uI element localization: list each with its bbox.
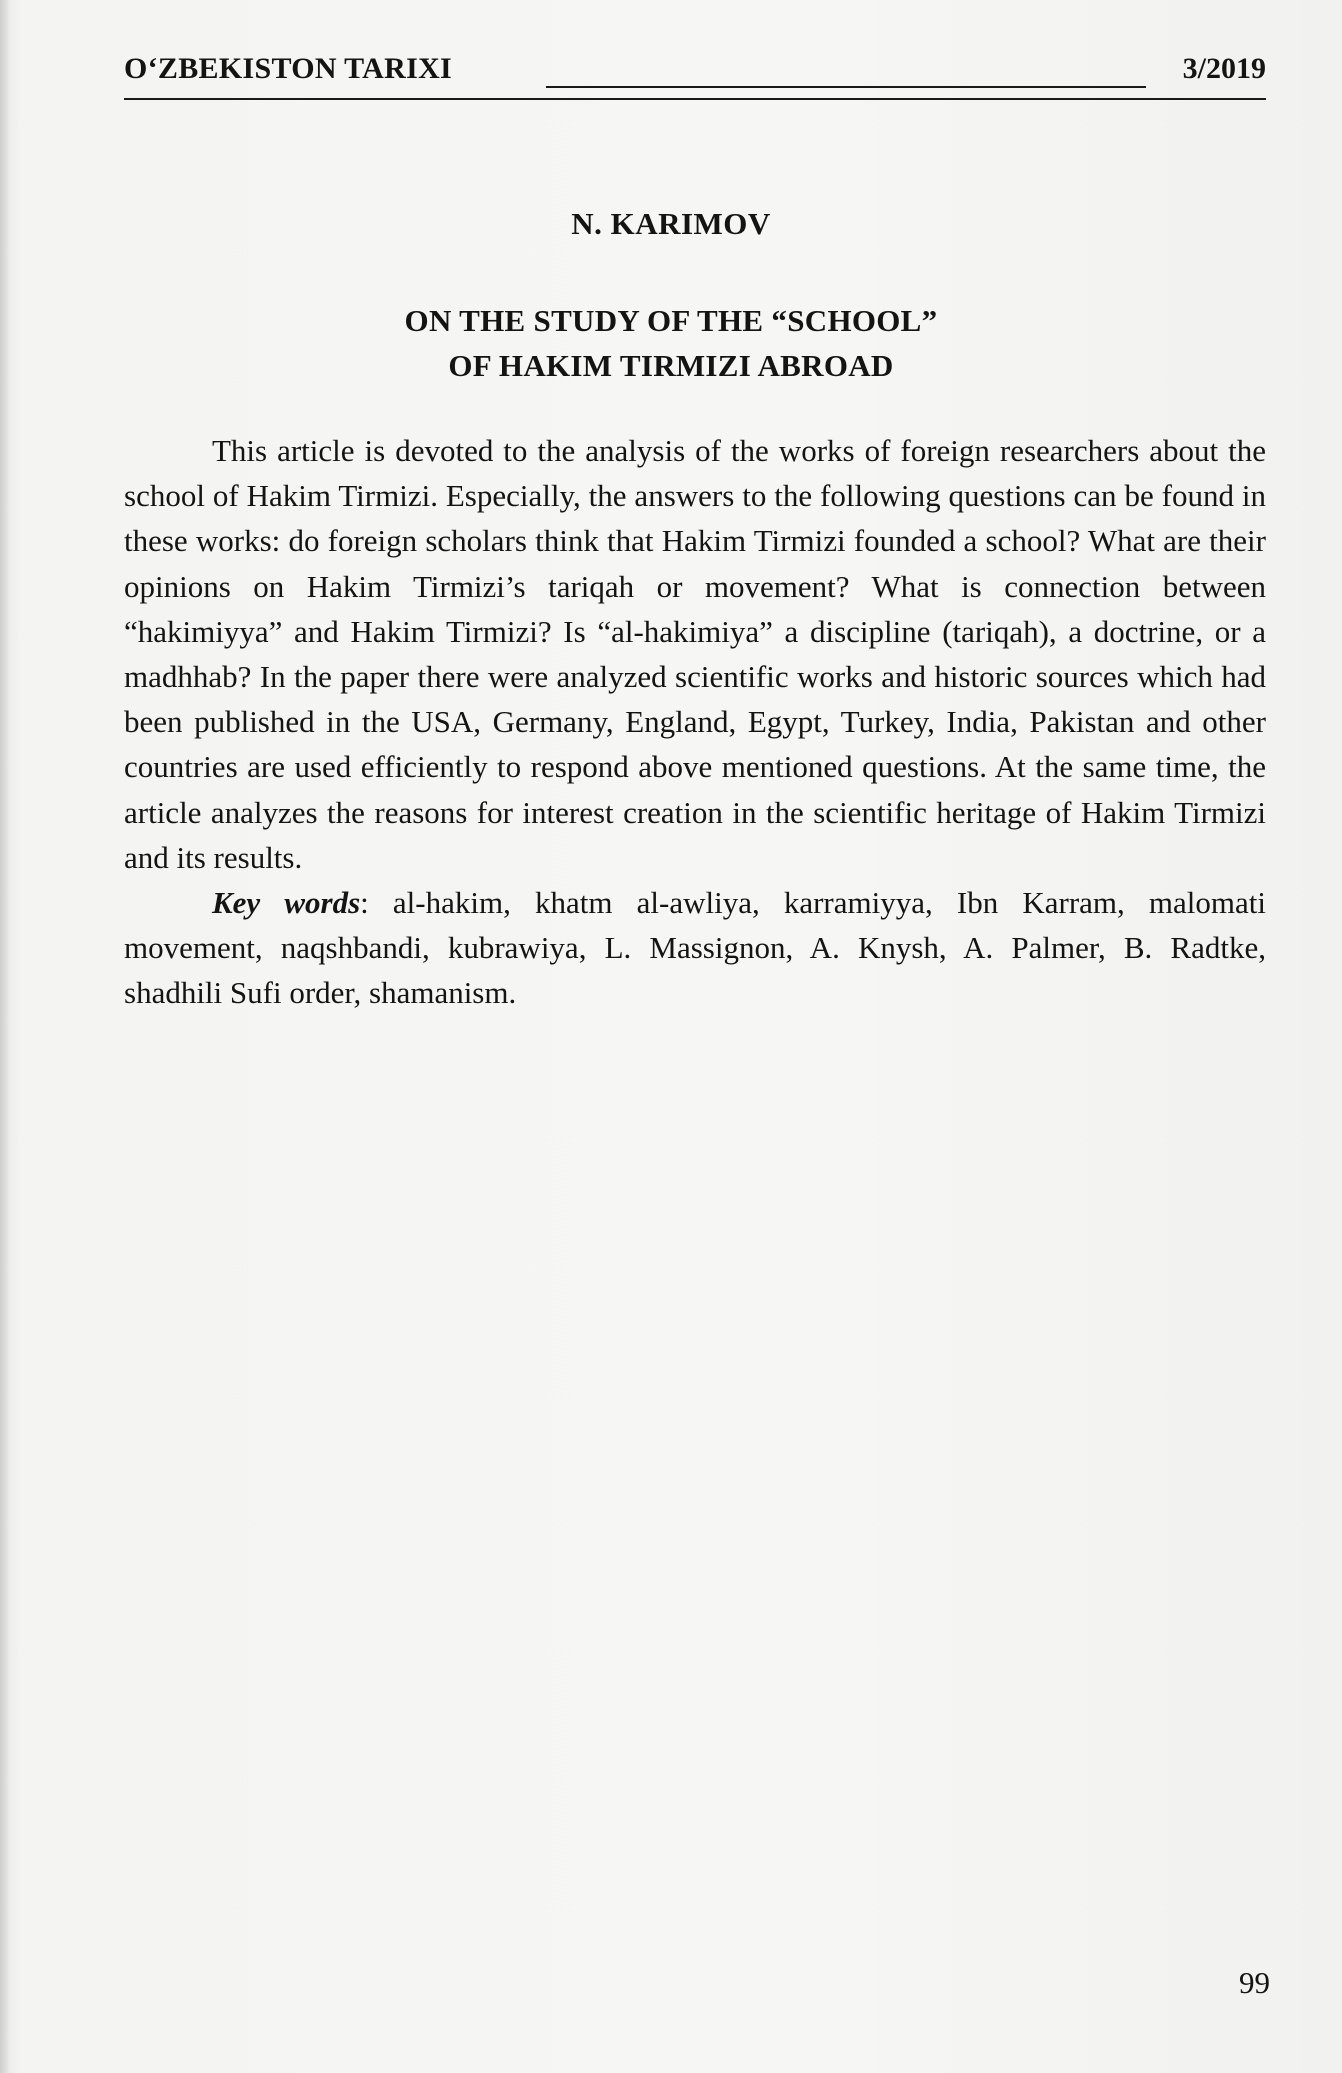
keywords-text: : al-hakim, khatm al-awliya, karramiyya, Ibn Karram, malomati movement, naqshbandi, kubrawiya, L. Massignon, A. Knysh, A. Palmer, B. Radtke, shadhili Sufi order, shamanism.: [124, 885, 1267, 1011]
journal-title: O‘ZBEKISTON TARIXI: [124, 52, 453, 85]
page-number: 99: [1239, 1965, 1270, 2000]
article-author: N. KARIMOV: [571, 206, 771, 241]
header-rule: [124, 98, 1266, 100]
abstract-block: [124, 428, 1266, 1016]
keywords-paragraph: [124, 880, 1266, 1016]
article-title: [0, 298, 1342, 388]
header-line: [546, 86, 1146, 88]
running-header: [124, 52, 1266, 100]
title-line-1: ON THE STUDY OF THE “SCHOOL”: [404, 303, 938, 338]
abstract-text: This article is devoted to the analysis of the works of foreign researchers about the school of Hakim Tirmizi. Especially, the answers to the following questions can be found in these works: do foreign scholars think that Hakim Tirmizi founded a school? What are their opinions on Hakim Tirmizi’s tariqah or movement? What is connection between “hakimiyya” and Hakim Tirmizi? Is “al-hakimiya” a discipline (tariqah), a doctrine, or a madhhab? In the paper there were analyzed scientific works and historic sources which had been published in the USA, Germany, England, Egypt, Turkey, India, Pakistan and other countries are used efficiently to respond above mentioned questions. At the same time, the article analyzes the reasons for interest creation in the scientific heritage of Hakim Tirmizi and its results.: [124, 433, 1266, 875]
title-line-2: OF HAKIM TIRMIZI ABROAD: [448, 348, 894, 383]
issue-number: 3/2019: [1182, 52, 1266, 85]
keywords-label: Key words: [212, 885, 361, 921]
